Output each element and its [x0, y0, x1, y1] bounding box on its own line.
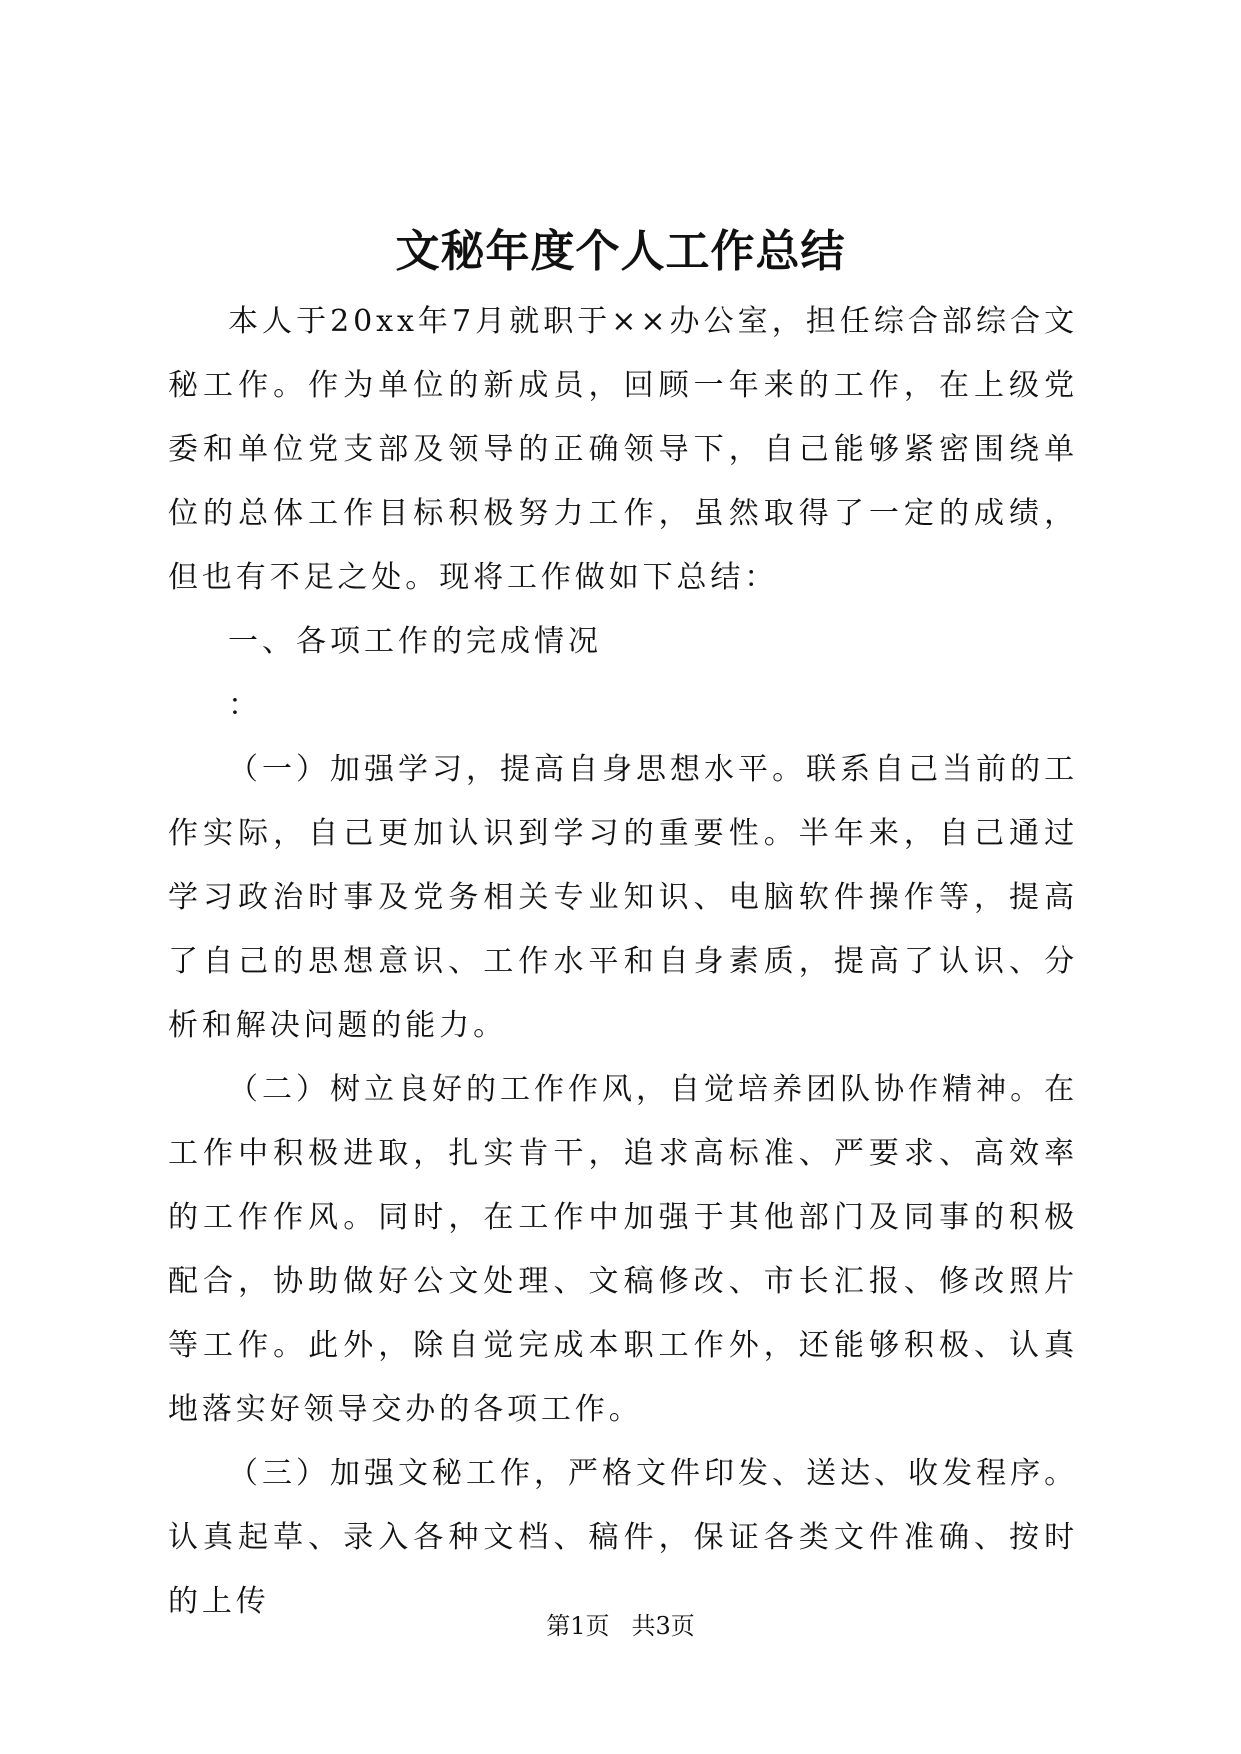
- page-number: 第1页: [546, 1612, 610, 1640]
- document-title: 文秘年度个人工作总结: [395, 226, 846, 277]
- document-body: [168, 290, 1078, 1634]
- page-footer: [0, 1610, 1241, 1642]
- intro-paragraph: 本人于20xx年7月就职于××办公室，担任综合部综合文秘工作。作为单位的新成员，回顾一年来的工作，在上级党委和单位党支部及领导的正确领导下，自己能够紧密围绕单位的总体工作目标积极努力工作，虽然取得了一定的成绩，但也有不足之处。现将工作做如下总结：: [168, 304, 1078, 595]
- item-two-paragraph: （二）树立良好的工作作风，自觉培养团队协作精神。在工作中积极进取，扎实肯干，追求高标准、严要求、高效率的工作作风。同时，在工作中加强于其他部门及同事的积极配合，协助做好公文处理、文稿修改、市长汇报、修改照片等工作。此外，除自觉完成本职工作外，还能够积极、认真地落实好领导交办的各项工作。: [168, 1072, 1078, 1427]
- item-one-paragraph: （一）加强学习，提高自身思想水平。联系自己当前的工作实际，自己更加认识到学习的重要性。半年来，自己通过学习政治时事及党务相关专业知识、电脑软件操作等，提高了自己的思想意识、工作水平和自身素质，提高了认识、分析和解决问题的能力。: [168, 752, 1078, 1043]
- colon-line: ：: [228, 688, 262, 723]
- page-total: 共3页: [631, 1612, 695, 1640]
- item-three-paragraph: （三）加强文秘工作，严格文件印发、送达、收发程序。认真起草、录入各种文档、稿件，保证各类文件准确、按时的上传: [168, 1456, 1078, 1619]
- section-heading: 一、各项工作的完成情况: [228, 624, 602, 659]
